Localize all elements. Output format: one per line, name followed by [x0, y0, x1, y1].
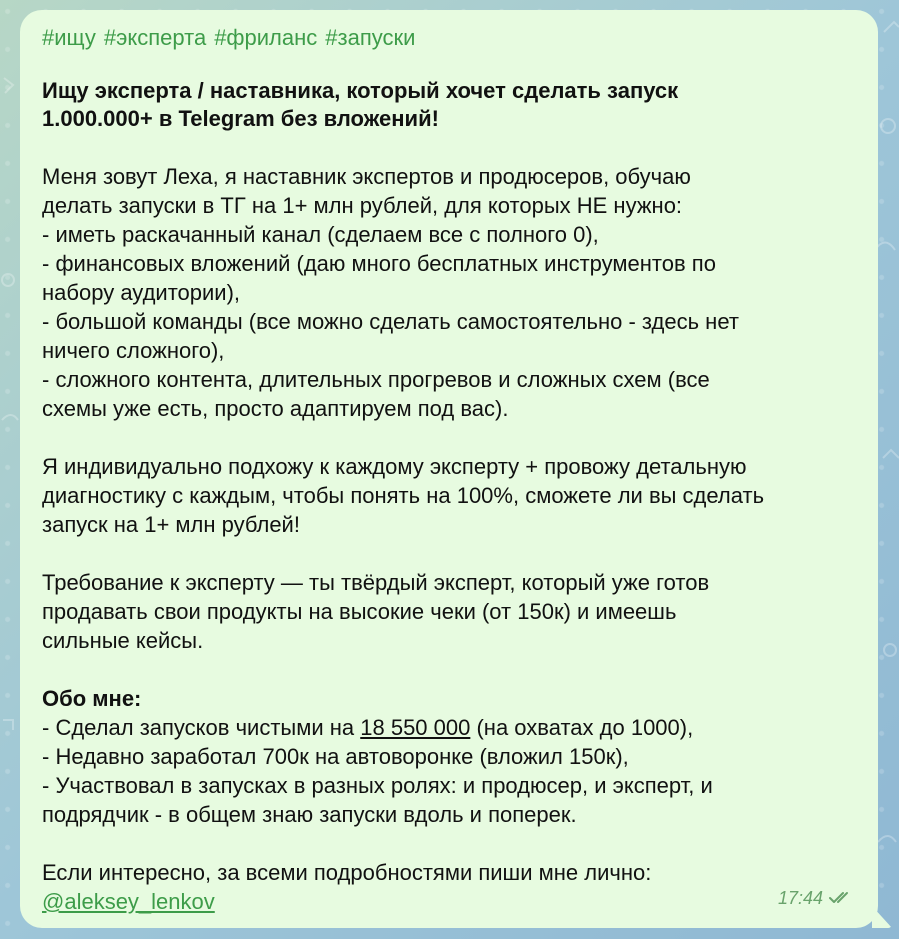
- intro-line: - сложного контента, длительных прогревов и сложных схем (все: [42, 367, 710, 392]
- contact-text: Если интересно, за всеми подробностями пиши мне лично:: [42, 860, 652, 885]
- intro-line: - большой команды (все можно сделать самостоятельно - здесь нет: [42, 309, 739, 334]
- about-line-roles-continued: подрядчик - в общем знаю запуски вдоль и поперек.: [42, 802, 577, 827]
- about-earnings-suffix: (на охватах до 1000),: [470, 715, 694, 740]
- about-section: [42, 684, 856, 829]
- approach-line: диагностику с каждым, чтобы понять на 100%, сможете ли вы сделать: [42, 483, 765, 508]
- hashtag-list: [42, 24, 856, 52]
- username-link[interactable]: @aleksey_lenkov: [42, 889, 215, 914]
- hashtag-frilans[interactable]: #фриланс: [214, 25, 318, 50]
- title-line: Ищу эксперта / наставника, который хочет сделать запуск: [42, 78, 679, 103]
- requirements-paragraph: [42, 568, 856, 655]
- about-heading: Обо мне:: [42, 686, 142, 711]
- requirements-line: сильные кейсы.: [42, 628, 204, 653]
- about-earnings-prefix: - Сделал запусков чистыми на: [42, 715, 361, 740]
- intro-line: делать запуски в ТГ на 1+ млн рублей, для которых НЕ нужно:: [42, 193, 683, 218]
- contact-section: [42, 858, 856, 916]
- hashtag-eksperta[interactable]: #эксперта: [103, 25, 207, 50]
- earnings-amount: 18 550 000: [360, 715, 471, 740]
- about-line-earnings: [42, 713, 856, 742]
- approach-paragraph: [42, 452, 856, 539]
- intro-paragraph: [42, 162, 856, 423]
- message-bubble-tail: [872, 906, 892, 928]
- intro-line: набору аудитории),: [42, 280, 241, 305]
- intro-line: схемы уже есть, просто адаптируем под вас).: [42, 396, 509, 421]
- intro-line: - финансовых вложений (даю много бесплатных инструментов по: [42, 251, 716, 276]
- intro-line: Меня зовут Леха, я наставник экспертов и продюсеров, обучаю: [42, 164, 691, 189]
- message-bubble: [20, 10, 878, 928]
- requirements-line: Требование к эксперту — ты твёрдый эксперт, который уже готов: [42, 570, 710, 595]
- about-line-autofunnel: - Недавно заработал 700к на автоворонке (вложил 150к),: [42, 744, 629, 769]
- hashtag-ishchu[interactable]: #ищу: [42, 25, 96, 50]
- approach-line: Я индивидуально подхожу к каждому эксперту + провожу детальную: [42, 454, 747, 479]
- about-line-roles: - Участвовал в запусках в разных ролях: и продюсер, и эксперт, и: [42, 773, 713, 798]
- intro-line: ничего сложного),: [42, 338, 225, 363]
- message-meta: [778, 888, 854, 908]
- message-time: 17:44: [777, 888, 823, 908]
- title-line: 1.000.000+ в Telegram без вложений!: [42, 106, 439, 131]
- double-check-icon: [829, 891, 854, 905]
- hashtag-zapuski[interactable]: #запуски: [325, 25, 416, 50]
- requirements-line: продавать свои продукты на высокие чеки (от 150к) и имеешь: [42, 599, 677, 624]
- approach-line: запуск на 1+ млн рублей!: [42, 512, 300, 537]
- intro-line: - иметь раскачанный канал (сделаем все с полного 0),: [42, 222, 599, 247]
- message-title: [42, 77, 856, 133]
